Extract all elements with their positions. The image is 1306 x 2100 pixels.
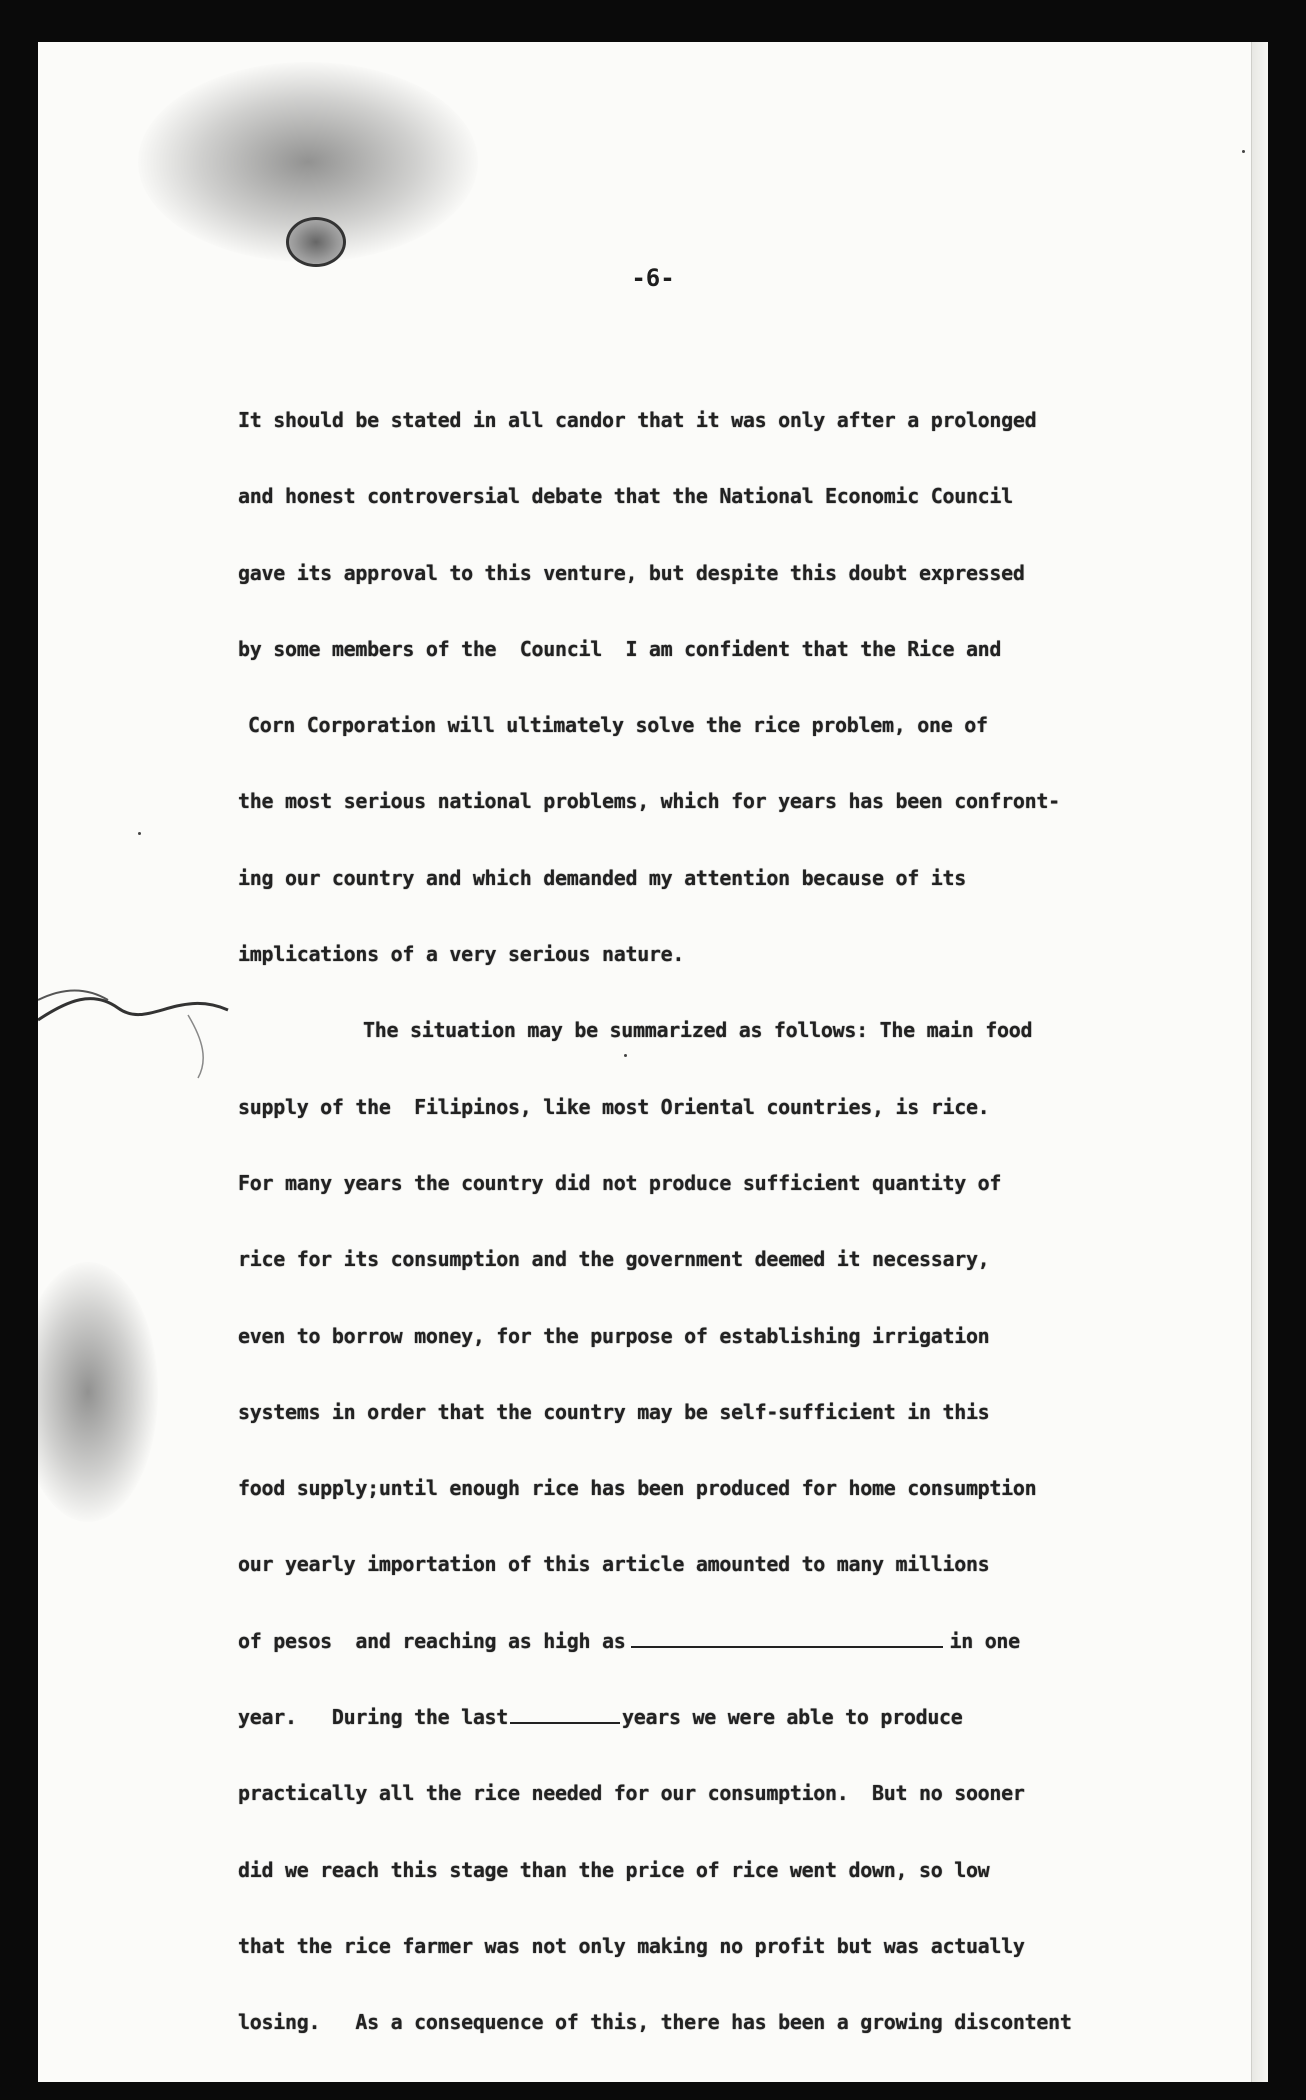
text-line: our yearly importation of this article amounted to many millions bbox=[238, 1552, 990, 1577]
speck bbox=[1242, 150, 1245, 153]
punch-hole bbox=[286, 217, 346, 267]
text-line: It should be stated in all candor that it was only after a prolonged bbox=[238, 408, 1037, 432]
speck bbox=[138, 832, 141, 835]
fill-in-blank bbox=[510, 1721, 620, 1724]
text-line: supply of the Filipinos, like most Oriental countries, is rice. bbox=[238, 1094, 990, 1119]
text-line: the most serious national problems, which for years has been confront- bbox=[238, 789, 1060, 814]
text-line: did we reach this stage than the price of rice went down, so low bbox=[238, 1857, 990, 1882]
page-number: -6- bbox=[631, 264, 675, 292]
ink-smudge-left bbox=[38, 1262, 158, 1522]
text-line: food supply;until enough rice has been produced for home consumption bbox=[238, 1476, 1037, 1501]
paper-crease bbox=[38, 960, 238, 1080]
text-segment: years we were able to produce bbox=[622, 1705, 963, 1730]
text-line: even to borrow money, for the purpose of establishing irrigation bbox=[238, 1323, 990, 1348]
page-edge bbox=[1251, 42, 1268, 2082]
text-line: systems in order that the country may be self-sufficient in this bbox=[238, 1399, 990, 1424]
text-line: rice for its consumption and the government deemed it necessary, bbox=[238, 1247, 990, 1272]
text-line: ing our country and which demanded my attention because of its bbox=[238, 865, 966, 890]
document-page bbox=[38, 42, 1268, 2082]
text-line: that the rice farmer was not only making no profit but was actually bbox=[238, 1933, 1025, 1958]
text-segment: year. During the last bbox=[238, 1705, 509, 1730]
text-line: and honest controversial debate that the National Economic Council bbox=[238, 484, 1013, 509]
text-line: by some members of the Council I am confident that the Rice and bbox=[238, 636, 1002, 661]
text-line-with-blank bbox=[238, 1679, 1198, 1755]
text-line: losing. As a consequence of this, there has been a growing discontent bbox=[238, 2010, 1072, 2035]
text-line: For many years the country did not produce sufficient quantity of bbox=[238, 1170, 1002, 1195]
text-line: practically all the rice needed for our consumption. But no sooner bbox=[238, 1781, 1025, 1806]
fill-in-blank bbox=[631, 1645, 943, 1648]
body-text bbox=[238, 382, 1198, 2061]
text-line: Corn Corporation will ultimately solve the rice problem, one of bbox=[248, 713, 988, 738]
text-line: gave its approval to this venture, but despite this doubt expressed bbox=[238, 560, 1025, 585]
text-line: The situation may be summarized as follows: The main food bbox=[363, 1018, 1033, 1043]
text-line-with-blank bbox=[238, 1603, 1198, 1679]
text-segment: in one bbox=[949, 1628, 1020, 1653]
text-segment: of pesos and reaching as high as bbox=[238, 1628, 626, 1653]
text-line: implications of a very serious nature. bbox=[238, 942, 685, 967]
